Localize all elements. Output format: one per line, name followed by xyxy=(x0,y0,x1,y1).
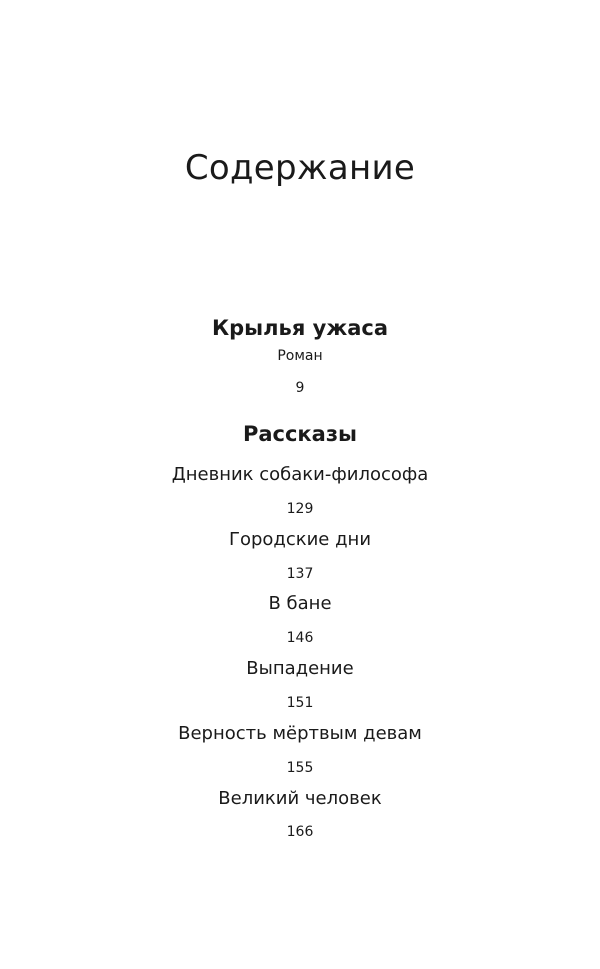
story-page-number: 166 xyxy=(286,824,314,840)
novel-page-number: 9 xyxy=(295,380,305,396)
story-page-number: 129 xyxy=(286,501,314,517)
novel-heading: Крылья ужаса xyxy=(211,316,389,340)
story-page-number: 151 xyxy=(286,695,314,711)
story-title: Городские дни xyxy=(228,529,372,550)
story-title: Верность мёртвым девам xyxy=(178,723,422,744)
story-title: В бане xyxy=(268,593,332,614)
stories-heading: Рассказы xyxy=(242,422,358,446)
story-page-number: 137 xyxy=(286,566,314,582)
story-page-number: 155 xyxy=(286,760,314,776)
story-title: Дневник собаки-философа xyxy=(171,464,429,485)
story-title: Великий человек xyxy=(218,788,382,809)
page-title: Содержание xyxy=(184,148,416,188)
novel-subtitle: Роман xyxy=(277,348,323,364)
story-page-number: 146 xyxy=(286,630,314,646)
story-title: Выпадение xyxy=(246,658,354,679)
